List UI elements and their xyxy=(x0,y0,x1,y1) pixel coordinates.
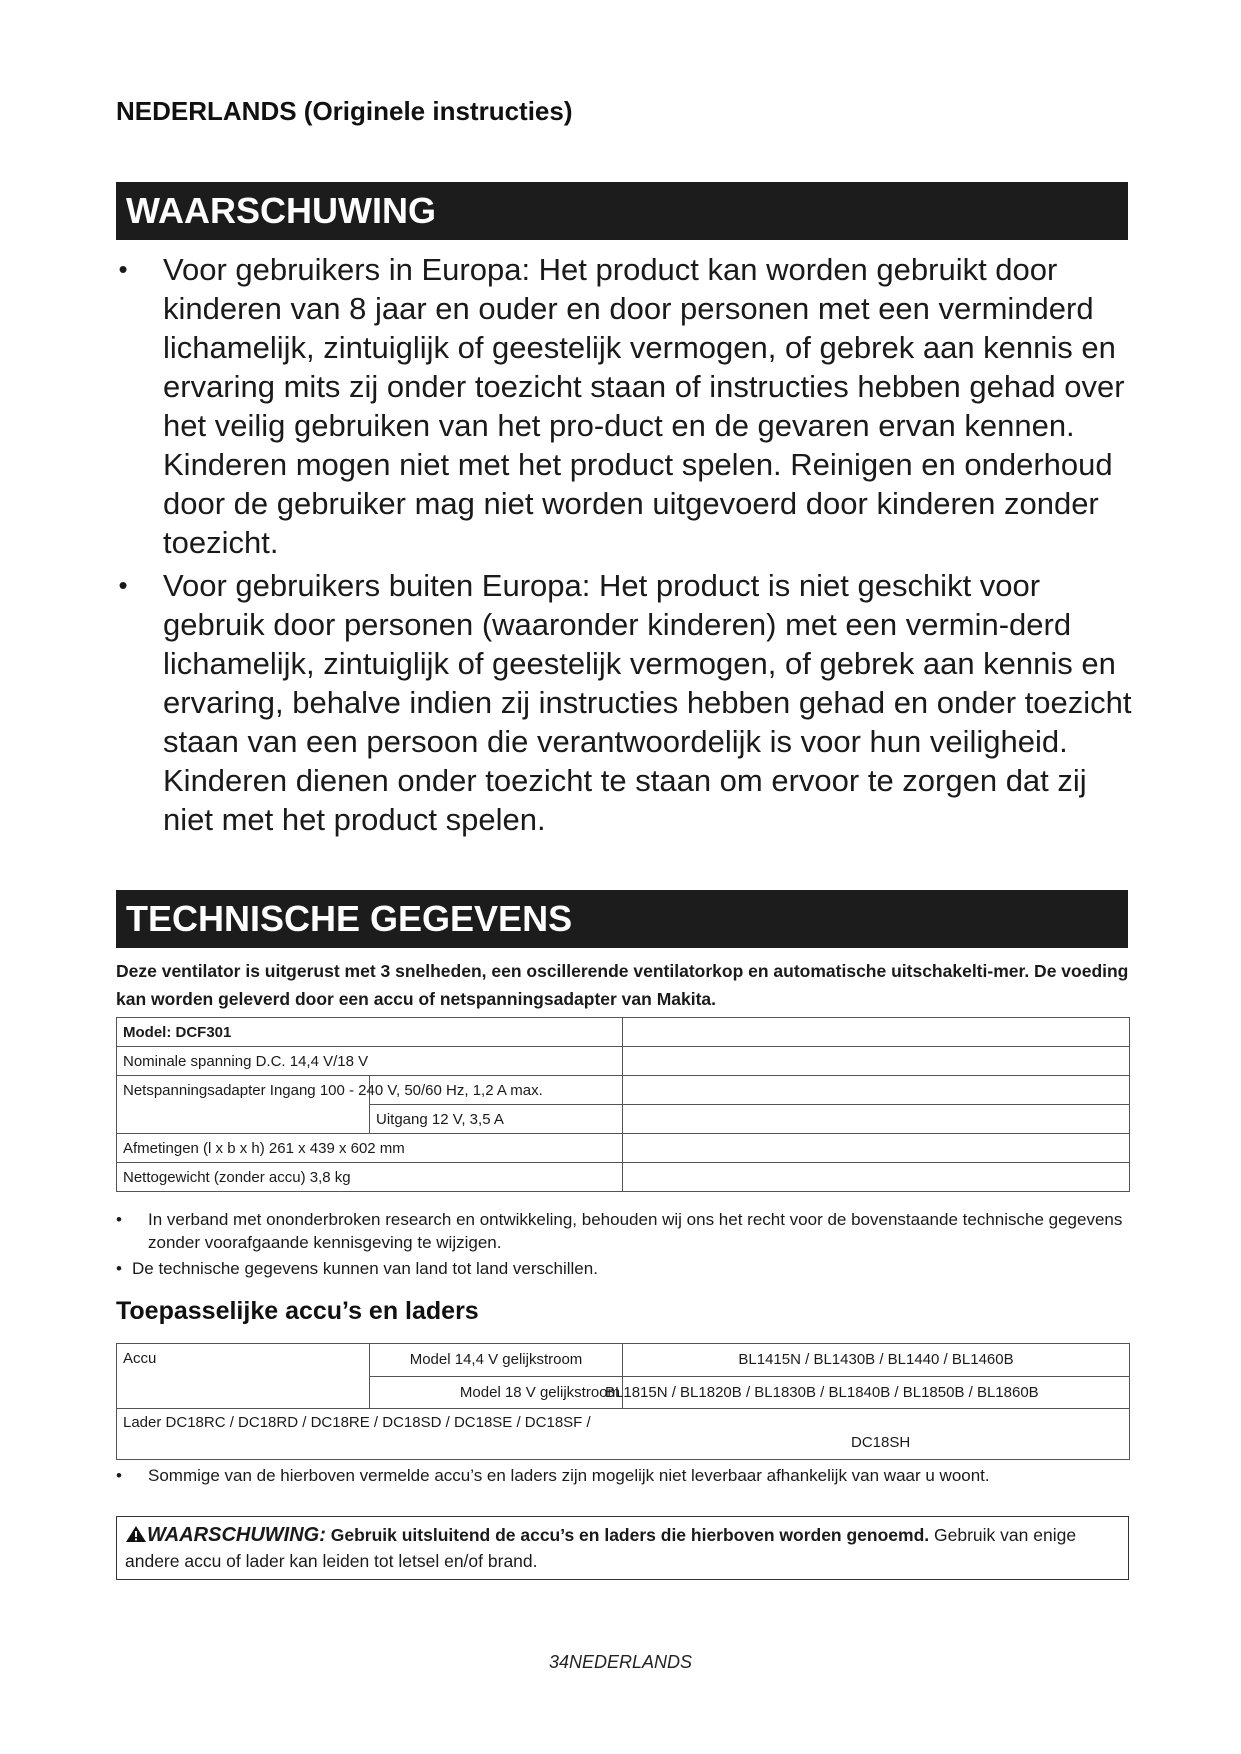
spec-empty-cell xyxy=(623,1134,1130,1163)
technical-note-research xyxy=(116,1208,1128,1254)
page-footer: 34NEDERLANDS xyxy=(548,1652,693,1672)
battery-warning-box xyxy=(116,1516,1129,1580)
technical-section-title: TECHNISCHE GEGEVENS xyxy=(116,890,1128,948)
table-row xyxy=(117,1134,1130,1163)
table-row xyxy=(117,1105,1130,1134)
accu-label: Accu xyxy=(117,1344,370,1409)
batteries-note-text: Sommige van de hierboven vermelde accu’s en laders zijn mogelijk niet leverbaar afhankelijk van waar u woont. xyxy=(148,1466,990,1485)
charger-line-2: DC18SH xyxy=(851,1434,911,1451)
spec-empty-cell xyxy=(623,1163,1130,1192)
technical-intro: Deze ventilator is uitgerust met 3 snelheden, een oscillerende ventilatorkop en automatische uitschakelti-mer. De voeding kan worden geleverd door een accu of netspanningsadapter van Makita. xyxy=(116,961,1129,1009)
spec-dimensions: Afmetingen (l x b x h) 261 x 439 x 602 mm xyxy=(117,1134,623,1163)
spec-adapter-output: Uitgang 12 V, 3,5 A xyxy=(370,1105,623,1134)
battery-warning-text: Gebruik van enige andere accu of lader kan leiden tot letsel en/of brand. xyxy=(125,1525,1077,1571)
spec-empty-cell xyxy=(623,1105,1130,1134)
page-language-header: NEDERLANDS (Originele instructies) xyxy=(116,96,573,126)
warning-item-europe xyxy=(116,250,1136,562)
batteries-table xyxy=(116,1343,1130,1460)
spec-empty-cell xyxy=(623,1076,1130,1105)
warning-text-europe: Voor gebruikers in Europa: Het product kan worden gebruikt door kinderen van 8 jaar en ouder en door personen met een verminderd lichamelijk, zintuiglijk of geestelijk vermogen, of gebrek aan kennis en ervaring mits zij onder toezicht staan of instructies hebben gehad over het veilig gebruiken van het pro-duct en de gevaren ervan kennen. Kinderen mogen niet met het product spelen. Reinigen en onderhoud door de gebruiker mag niet worden uitgevoerd door kinderen zonder toezicht. xyxy=(163,252,1125,560)
battery-warning-bold-text: Gebruik uitsluitend de accu’s en laders die hierboven worden genoemd. xyxy=(330,1525,930,1545)
table-row xyxy=(117,1076,1130,1105)
technical-note-country xyxy=(116,1257,1128,1280)
model-18-values xyxy=(605,1376,1130,1409)
spec-empty-cell xyxy=(623,1018,1130,1047)
warning-item-outside-europe xyxy=(116,566,1136,839)
technical-note-country-text: De technische gegevens kunnen van land tot land verschillen. xyxy=(132,1259,598,1278)
bullet-icon: • xyxy=(118,570,128,600)
warning-list xyxy=(116,250,1136,839)
spec-adapter-input-text: Netspanningsadapter Ingang 100 - 240 V, 50/60 Hz, 1,2 A max. xyxy=(123,1081,543,1099)
table-row xyxy=(117,1344,1130,1377)
spec-table xyxy=(116,1017,1130,1192)
spec-empty-cell xyxy=(117,1105,370,1134)
spec-empty-cell xyxy=(623,1047,1130,1076)
bullet-icon: • xyxy=(116,1210,122,1229)
spec-weight: Nettogewicht (zonder accu) 3,8 kg xyxy=(117,1163,623,1192)
technical-note-research-text: In verband met ononderbroken research en ontwikkeling, behouden wij ons het recht voor de bovenstaande technische gegevens zonder voorafgaande kennisgeving te wijzigen. xyxy=(148,1210,1123,1252)
model-18-label: Model 18 V gelijkstroom xyxy=(370,1376,623,1409)
warning-section-title: WAARSCHUWING xyxy=(116,182,1128,240)
model-14-label: Model 14,4 V gelijkstroom xyxy=(370,1344,623,1377)
batteries-note xyxy=(116,1465,1128,1487)
table-row xyxy=(117,1047,1130,1076)
warning-text-outside-europe: Voor gebruikers buiten Europa: Het product is niet geschikt voor gebruik door personen (waaronder kinderen) met een vermin-derd lichamelijk, zintuiglijk of geestelijk vermogen, of gebrek aan kennis en ervaring, behalve indien zij instructies hebben gehad en onder toezicht staan van een persoon die verantwoordelijk is voor hun veiligheid. Kinderen dienen onder toezicht te staan om ervoor te zorgen dat zij niet met het product spelen. xyxy=(163,568,1132,837)
table-row xyxy=(117,1409,1130,1460)
batteries-section-title: Toepasselijke accu’s en laders xyxy=(116,1297,479,1325)
technical-notes xyxy=(116,1208,1128,1280)
batteries-note-item xyxy=(116,1465,1128,1487)
warning-triangle-icon xyxy=(125,1525,147,1543)
charger-line: Lader DC18RC / DC18RD / DC18RE / DC18SD / DC18SE / DC18SF / xyxy=(123,1414,591,1431)
table-row xyxy=(117,1018,1130,1047)
battery-warning-label: WAARSCHUWING: xyxy=(147,1524,326,1546)
spec-voltage: Nominale spanning D.C. 14,4 V/18 V xyxy=(117,1047,623,1076)
bullet-icon: • xyxy=(116,1259,122,1278)
model-18-values-text: BL1815N / BL1820B / BL1830B / BL1840B / BL1850B / BL1860B xyxy=(605,1383,1039,1401)
spec-model: Model: DCF301 xyxy=(117,1018,623,1047)
bullet-icon: • xyxy=(116,1466,122,1485)
model-14-values: BL1415N / BL1430B / BL1440 / BL1460B xyxy=(623,1344,1130,1377)
bullet-icon: • xyxy=(118,254,128,284)
charger-cell xyxy=(117,1409,1130,1460)
spec-adapter-input xyxy=(117,1076,543,1105)
table-row xyxy=(117,1163,1130,1192)
